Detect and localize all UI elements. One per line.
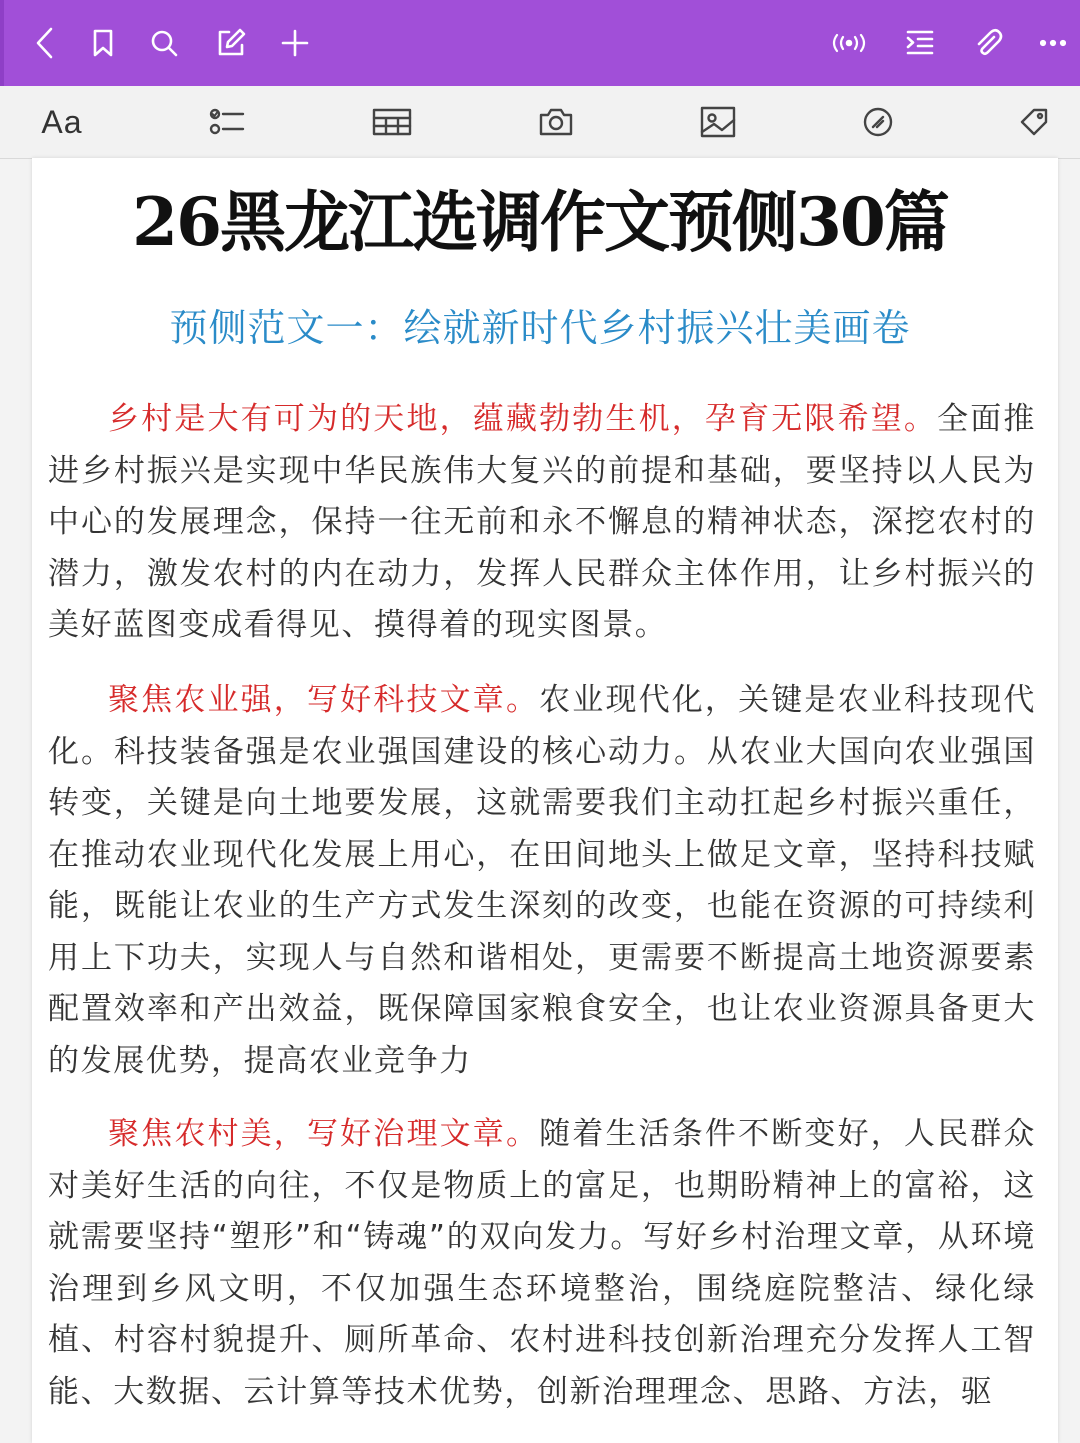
app-top-bar [0, 0, 1080, 86]
attach-icon[interactable] [966, 21, 1010, 65]
paragraph [48, 1109, 1036, 1418]
camera-icon[interactable] [534, 100, 578, 144]
table-icon[interactable] [370, 100, 414, 144]
more-icon[interactable] [1031, 21, 1075, 65]
paragraph [48, 394, 1036, 652]
bookmark-icon[interactable] [81, 21, 125, 65]
back-icon[interactable] [24, 21, 68, 65]
paragraph-highlight: 聚焦农村美，写好治理文章。 [108, 1116, 540, 1152]
image-icon[interactable] [696, 100, 740, 144]
sticker-icon[interactable] [856, 100, 900, 144]
paragraph-body: 全面推进乡村振兴是实现中华民族伟大复兴的前提和基础，要坚持以人民为中心的发展理念，保持一往无前和永不懈息的精神状态，深挖农村的潜力，激发农村的内在动力，发挥人民群众主体作用，让乡村振兴的美好蓝图变成看得见、摸得着的现实图景。 [48, 401, 1036, 643]
paragraph-highlight: 聚焦农业强，写好科技文章。 [108, 682, 540, 718]
page-subtitle: 预侧范文一：绘就新时代乡村振兴壮美画卷 [169, 306, 911, 350]
checklist-icon[interactable] [205, 100, 249, 144]
paragraph-highlight: 乡村是大有可为的天地，蕴藏勃勃生机，孕育无限希望。 [108, 401, 938, 437]
search-icon[interactable] [142, 21, 186, 65]
paragraph-body: 随着生活条件不断变好，人民群众对美好生活的向往，不仅是物质上的富足，也期盼精神上的富裕，这就需要坚持“塑形”和“铸魂”的双向发力。写好乡村治理文章，从环境治理到乡风文明，不仅加强生态环境整治，围绕庭院整洁、绿化绿植、村容村貌提升、厕所革命、农村进科技创新治理充分发挥人工智能、大数据、云计算等技术优势，创新治理理念、思路、方法，驱 [48, 1116, 1036, 1410]
list-indent-icon[interactable] [898, 21, 942, 65]
insert-toolbar [0, 86, 1080, 159]
read-aloud-icon[interactable] [827, 21, 871, 65]
text-format-button[interactable] [40, 100, 84, 144]
note-page[interactable] [32, 158, 1058, 1443]
page-title: 26黑龙江选调作文预侧30篇 [132, 183, 948, 261]
text-format-label: Aa [41, 103, 83, 140]
paragraph [48, 675, 1036, 1087]
edit-icon[interactable] [209, 21, 253, 65]
paragraph-body: 农业现代化，关键是农业科技现代化。科技装备强是农业强国建设的核心动力。从农业大国向农业强国转变，关键是向土地要发展，这就需要我们主动扛起乡村振兴重任，在推动农业现代化发展上用心，在田间地头上做足文章，坚持科技赋能，既能让农业的生产方式发生深刻的改变，也能在资源的可持续利用上下功夫，实现人与自然和谐相处，更需要不断提高土地资源要素配置效率和产出效益，既保障国家粮食安全，也让农业资源具备更大的发展优势，提高农业竞争力 [48, 682, 1036, 1079]
add-icon[interactable] [273, 21, 317, 65]
tag-icon[interactable] [1012, 100, 1056, 144]
